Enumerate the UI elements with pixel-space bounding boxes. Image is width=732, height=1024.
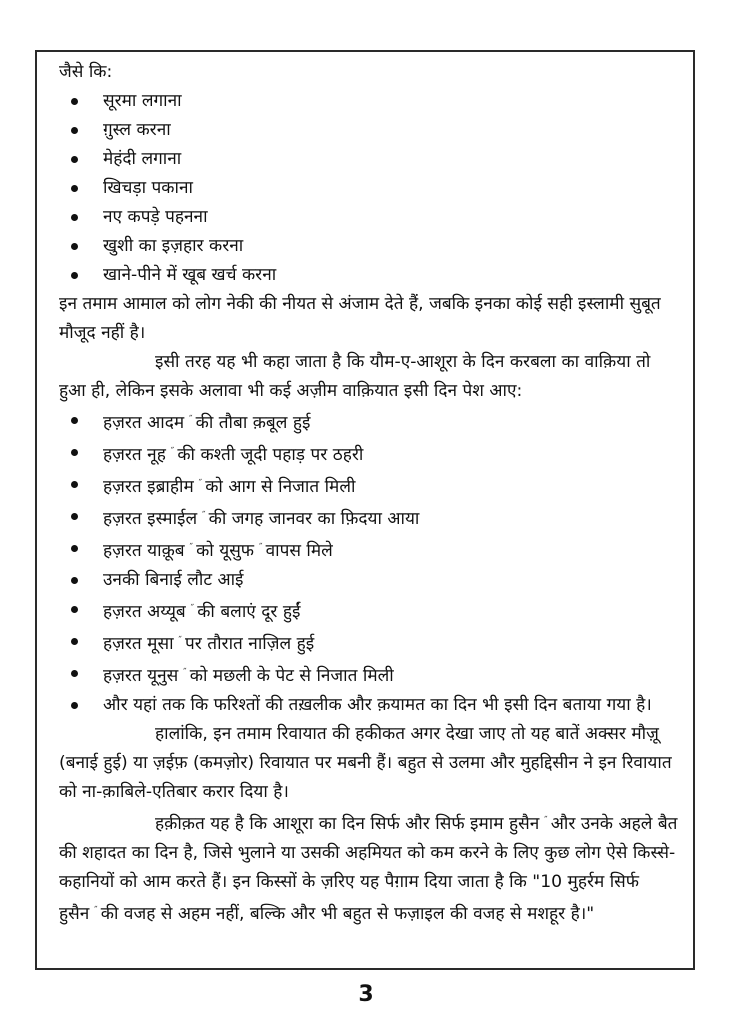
bullet-icon — [71, 98, 78, 105]
bullet-icon — [71, 417, 78, 424]
bullet-icon — [71, 449, 78, 456]
honorific-icon: ˝ — [543, 816, 548, 826]
bullet-icon — [71, 606, 78, 613]
honorific-icon: ˝ — [201, 511, 206, 521]
list-item: उनकी बिनाई लौट आई — [59, 566, 679, 595]
honorific-icon: ˝ — [189, 604, 195, 614]
honorific-icon: ˝ — [197, 479, 203, 489]
list-item: हज़रत याक़ूब ˝ को यूसुफ ˝ वापस मिले — [59, 534, 679, 566]
list-item: मेहंदी लगाना — [59, 145, 679, 174]
list-item: खिचड़ा पकाना — [59, 174, 679, 203]
list-item: हज़रत अय्यूब ˝ की बलाएं दूर हुईं — [59, 595, 679, 627]
bullet-icon — [71, 577, 78, 584]
bullet-icon — [71, 513, 78, 520]
list-item: हज़रत इस्माईल ˝ की जगह जानवर का फ़िदया आया — [59, 502, 679, 534]
bullet-icon — [71, 638, 78, 645]
bullet-icon — [71, 702, 78, 709]
honorific-icon: ˝ — [177, 636, 183, 646]
list-item: खुशी का इज़हार करना — [59, 232, 679, 261]
events-list — [59, 406, 679, 720]
paragraph-weak-narrations: हालांकि, इन तमाम रिवायात की हकीकत अगर देखा जाए तो यह बातें अक्सर मौज़ू (बनाई हुई) या ज़ईफ़ (कमज़ोर) रिवायात पर मबनी हैं। बहुत से उलमा और मुहद्दिसीन ने इन रिवायात को ना-क़ाबिले-एतिबार करार दिया है। — [59, 724, 672, 802]
bullet-icon — [71, 156, 78, 163]
list-item: हज़रत नूह ˝ की कश्ती जूदी पहाड़ पर ठहरी — [59, 438, 679, 470]
list-item: सूरमा लगाना — [59, 87, 679, 116]
content-frame — [35, 50, 695, 970]
list-item: और यहां तक कि फरिश्तों की तख़लीक और क़यामत का दिन भी इसी दिन बताया गया है। — [59, 691, 679, 720]
honorific-icon: ˝ — [93, 906, 98, 916]
honorific-icon: ˝ — [188, 415, 193, 425]
bullet-icon — [71, 214, 78, 221]
intro-text: जैसे कि: — [59, 62, 113, 82]
bullet-icon — [71, 127, 78, 134]
page-number: 3 — [358, 982, 374, 1007]
list-item: हज़रत यूनुस ˝ को मछली के पेट से निजात मिली — [59, 659, 679, 691]
honorific-icon: ˝ — [182, 668, 187, 678]
bullet-icon — [71, 243, 78, 250]
list-item: हज़रत मूसा ˝ पर तौरात नाज़िल हुई — [59, 627, 679, 659]
paragraph-ashura-claims: इसी तरह यह भी कहा जाता है कि यौम-ए-आशूरा के दिन करबला का वाक़िया तो हुआ ही, लेकिन इसके अलावा भी कई अज़ीम वाक़ियात इसी दिन पेश आए: — [59, 352, 651, 401]
list-item: ग़ुस्ल करना — [59, 116, 679, 145]
bullet-icon — [71, 670, 78, 677]
bullet-icon — [71, 185, 78, 192]
list-item: खाने-पीने में खूब खर्च करना — [59, 261, 679, 290]
list-item: हज़रत आदम ˝ की तौबा क़बूल हुई — [59, 406, 679, 438]
list-item: नए कपड़े पहनना — [59, 203, 679, 232]
bullet-icon — [71, 272, 78, 279]
honorific-icon: ˝ — [169, 447, 175, 457]
bullet-icon — [71, 481, 78, 488]
paragraph-no-proof: इन तमाम आमाल को लोग नेकी की नीयत से अंजाम देते हैं, जबकि इनका कोई सही इस्लामी सुबूत मौजूद नहीं है। — [59, 294, 661, 343]
honorific-icon: ˝ — [258, 543, 263, 553]
paragraph-reality: हक़ीक़त यह है कि आशूरा का दिन सिर्फ और सिर्फ इमाम हुसैन ˝ और उनके अहले बैत की शहादत का दिन है, जिसे भुलाने या उसकी अहमियत को कम करने के लिए कुछ लोग ऐसे किस्से-कहानियों को आम करते हैं। इन किस्सों के ज़रिए यह पैग़ाम दिया जाता है कि "10 मुहर्रम सिर्फ हुसैन ˝ की वजह से अहम नहीं, बल्कि और भी बहुत से फज़ाइल की वजह से मशहूर है।" — [59, 814, 678, 924]
bullet-icon — [71, 545, 78, 552]
list-item: हज़रत इब्राहीम ˝ को आग से निजात मिली — [59, 470, 679, 502]
honorific-icon: ˝ — [188, 543, 194, 553]
customs-list — [59, 87, 679, 290]
